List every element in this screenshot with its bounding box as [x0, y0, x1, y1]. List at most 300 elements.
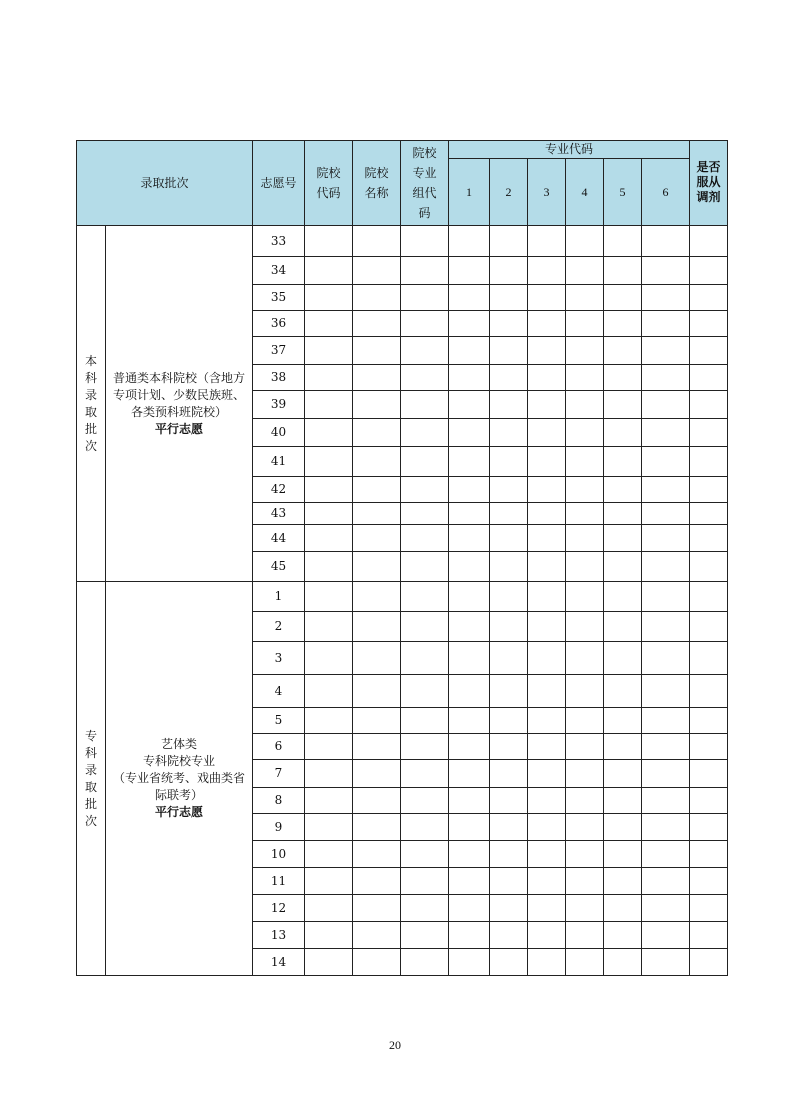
major-2-cell[interactable] — [490, 895, 528, 922]
major-6-cell[interactable] — [642, 841, 690, 868]
major-1-cell[interactable] — [449, 257, 490, 285]
group-code-cell[interactable] — [401, 311, 449, 337]
obey-adjust-cell[interactable] — [690, 760, 728, 788]
major-6-cell[interactable] — [642, 552, 690, 582]
major-6-cell[interactable] — [642, 760, 690, 788]
major-3-cell[interactable] — [528, 582, 566, 612]
major-4-cell[interactable] — [566, 895, 604, 922]
obey-adjust-cell[interactable] — [690, 841, 728, 868]
group-code-cell[interactable] — [401, 419, 449, 447]
school-code-cell[interactable] — [305, 257, 353, 285]
major-4-cell[interactable] — [566, 949, 604, 976]
major-3-cell[interactable] — [528, 868, 566, 895]
school-code-cell[interactable] — [305, 285, 353, 311]
group-code-cell[interactable] — [401, 226, 449, 257]
major-2-cell[interactable] — [490, 675, 528, 708]
school-code-cell[interactable] — [305, 868, 353, 895]
major-4-cell[interactable] — [566, 612, 604, 642]
major-2-cell[interactable] — [490, 391, 528, 419]
wish-number: 12 — [253, 895, 305, 922]
group-code-cell[interactable] — [401, 642, 449, 675]
major-5-cell[interactable] — [604, 365, 642, 391]
vocational-desc-parallel: 平行志愿 — [154, 805, 203, 819]
group-code-cell[interactable] — [401, 552, 449, 582]
major-5-cell[interactable] — [604, 642, 642, 675]
major-1-cell[interactable] — [449, 391, 490, 419]
major-3-cell[interactable] — [528, 675, 566, 708]
major-3-cell[interactable] — [528, 708, 566, 734]
major-5-cell[interactable] — [604, 895, 642, 922]
major-6-cell[interactable] — [642, 734, 690, 760]
wish-number: 45 — [253, 552, 305, 582]
group-code-cell[interactable] — [401, 391, 449, 419]
major-4-cell[interactable] — [566, 841, 604, 868]
major-3-cell[interactable] — [528, 734, 566, 760]
school-name-cell[interactable] — [353, 841, 401, 868]
major-3-cell[interactable] — [528, 612, 566, 642]
major-2-cell[interactable] — [490, 311, 528, 337]
school-name-cell[interactable] — [353, 760, 401, 788]
major-4-cell[interactable] — [566, 708, 604, 734]
school-name-cell[interactable] — [353, 365, 401, 391]
wish-number: 40 — [253, 419, 305, 447]
major-4-cell[interactable] — [566, 477, 604, 503]
major-6-cell[interactable] — [642, 895, 690, 922]
major-2-cell[interactable] — [490, 734, 528, 760]
major-1-cell[interactable] — [449, 760, 490, 788]
school-code-cell[interactable] — [305, 814, 353, 841]
major-1-cell[interactable] — [449, 419, 490, 447]
major-2-cell[interactable] — [490, 365, 528, 391]
major-6-cell[interactable] — [642, 257, 690, 285]
major-6-cell[interactable] — [642, 642, 690, 675]
major-4-cell[interactable] — [566, 391, 604, 419]
school-name-cell[interactable] — [353, 642, 401, 675]
major-5-cell[interactable] — [604, 582, 642, 612]
major-3-cell[interactable] — [528, 257, 566, 285]
group-code-cell[interactable] — [401, 895, 449, 922]
major-1-cell[interactable] — [449, 612, 490, 642]
school-name-cell[interactable] — [353, 257, 401, 285]
major-1-cell[interactable] — [449, 285, 490, 311]
obey-adjust-cell[interactable] — [690, 788, 728, 814]
major-col-3: 3 — [528, 159, 566, 226]
major-4-cell[interactable] — [566, 525, 604, 552]
school-name-cell[interactable] — [353, 552, 401, 582]
header-wish-no: 志愿号 — [253, 141, 305, 226]
wish-number: 34 — [253, 257, 305, 285]
major-1-cell[interactable] — [449, 503, 490, 525]
major-2-cell[interactable] — [490, 922, 528, 949]
school-code-cell[interactable] — [305, 895, 353, 922]
group-code-cell[interactable] — [401, 285, 449, 311]
undergraduate-desc-text: 普通类本科院校（含地方专项计划、少数民族班、各类预科班院校） — [112, 370, 245, 419]
major-3-cell[interactable] — [528, 642, 566, 675]
school-code-cell[interactable] — [305, 311, 353, 337]
school-code-cell[interactable] — [305, 922, 353, 949]
major-5-cell[interactable] — [604, 337, 642, 365]
major-6-cell[interactable] — [642, 675, 690, 708]
group-code-cell[interactable] — [401, 447, 449, 477]
major-2-cell[interactable] — [490, 612, 528, 642]
wish-number: 43 — [253, 503, 305, 525]
obey-adjust-cell[interactable] — [690, 337, 728, 365]
school-code-cell[interactable] — [305, 525, 353, 552]
group-code-cell[interactable] — [401, 582, 449, 612]
major-3-cell[interactable] — [528, 525, 566, 552]
obey-adjust-cell[interactable] — [690, 895, 728, 922]
major-2-cell[interactable] — [490, 949, 528, 976]
wish-number: 2 — [253, 612, 305, 642]
group-code-cell[interactable] — [401, 788, 449, 814]
major-5-cell[interactable] — [604, 612, 642, 642]
major-6-cell[interactable] — [642, 365, 690, 391]
major-4-cell[interactable] — [566, 675, 604, 708]
major-1-cell[interactable] — [449, 365, 490, 391]
major-4-cell[interactable] — [566, 582, 604, 612]
major-5-cell[interactable] — [604, 285, 642, 311]
major-5-cell[interactable] — [604, 257, 642, 285]
school-code-cell[interactable] — [305, 226, 353, 257]
major-5-cell[interactable] — [604, 788, 642, 814]
obey-adjust-cell[interactable] — [690, 949, 728, 976]
group-code-cell[interactable] — [401, 365, 449, 391]
major-6-cell[interactable] — [642, 447, 690, 477]
major-3-cell[interactable] — [528, 365, 566, 391]
major-5-cell[interactable] — [604, 311, 642, 337]
major-1-cell[interactable] — [449, 525, 490, 552]
obey-adjust-cell[interactable] — [690, 525, 728, 552]
wish-number: 41 — [253, 447, 305, 477]
major-2-cell[interactable] — [490, 477, 528, 503]
batch-vocational: 专科录取批次 — [77, 582, 106, 976]
major-6-cell[interactable] — [642, 337, 690, 365]
major-2-cell[interactable] — [490, 337, 528, 365]
major-6-cell[interactable] — [642, 788, 690, 814]
major-4-cell[interactable] — [566, 311, 604, 337]
obey-adjust-cell[interactable] — [690, 552, 728, 582]
major-5-cell[interactable] — [604, 814, 642, 841]
undergraduate-description — [106, 226, 253, 582]
obey-adjust-cell[interactable] — [690, 365, 728, 391]
school-code-cell[interactable] — [305, 503, 353, 525]
major-4-cell[interactable] — [566, 760, 604, 788]
major-4-cell[interactable] — [566, 642, 604, 675]
major-4-cell[interactable] — [566, 447, 604, 477]
major-6-cell[interactable] — [642, 311, 690, 337]
school-code-cell[interactable] — [305, 788, 353, 814]
obey-adjust-cell[interactable] — [690, 391, 728, 419]
major-2-cell[interactable] — [490, 868, 528, 895]
school-code-cell[interactable] — [305, 391, 353, 419]
major-6-cell[interactable] — [642, 419, 690, 447]
major-3-cell[interactable] — [528, 226, 566, 257]
major-3-cell[interactable] — [528, 841, 566, 868]
major-2-cell[interactable] — [490, 642, 528, 675]
school-name-cell[interactable] — [353, 419, 401, 447]
group-code-cell[interactable] — [401, 760, 449, 788]
major-4-cell[interactable] — [566, 814, 604, 841]
major-6-cell[interactable] — [642, 503, 690, 525]
header-school-name: 院校名称 — [353, 141, 401, 226]
major-4-cell[interactable] — [566, 285, 604, 311]
major-4-cell[interactable] — [566, 922, 604, 949]
school-code-cell[interactable] — [305, 841, 353, 868]
major-3-cell[interactable] — [528, 419, 566, 447]
major-5-cell[interactable] — [604, 708, 642, 734]
major-col-4: 4 — [566, 159, 604, 226]
school-name-cell[interactable] — [353, 949, 401, 976]
major-1-cell[interactable] — [449, 675, 490, 708]
school-name-cell[interactable] — [353, 226, 401, 257]
major-2-cell[interactable] — [490, 525, 528, 552]
major-2-cell[interactable] — [490, 447, 528, 477]
major-5-cell[interactable] — [604, 477, 642, 503]
school-code-cell[interactable] — [305, 477, 353, 503]
major-5-cell[interactable] — [604, 226, 642, 257]
major-1-cell[interactable] — [449, 788, 490, 814]
major-2-cell[interactable] — [490, 285, 528, 311]
major-4-cell[interactable] — [566, 337, 604, 365]
school-name-cell[interactable] — [353, 814, 401, 841]
school-name-cell[interactable] — [353, 477, 401, 503]
header-group-code: 院校专业组代码 — [401, 141, 449, 226]
major-2-cell[interactable] — [490, 503, 528, 525]
group-code-cell[interactable] — [401, 612, 449, 642]
school-name-cell[interactable] — [353, 503, 401, 525]
major-6-cell[interactable] — [642, 477, 690, 503]
obey-adjust-cell[interactable] — [690, 734, 728, 760]
major-5-cell[interactable] — [604, 868, 642, 895]
major-6-cell[interactable] — [642, 708, 690, 734]
school-code-cell[interactable] — [305, 447, 353, 477]
major-5-cell[interactable] — [604, 949, 642, 976]
major-5-cell[interactable] — [604, 525, 642, 552]
group-code-cell[interactable] — [401, 257, 449, 285]
obey-adjust-cell[interactable] — [690, 675, 728, 708]
major-1-cell[interactable] — [449, 477, 490, 503]
obey-adjust-cell[interactable] — [690, 708, 728, 734]
major-5-cell[interactable] — [604, 841, 642, 868]
major-1-cell[interactable] — [449, 734, 490, 760]
major-3-cell[interactable] — [528, 922, 566, 949]
obey-adjust-cell[interactable] — [690, 642, 728, 675]
school-code-cell[interactable] — [305, 552, 353, 582]
major-1-cell[interactable] — [449, 922, 490, 949]
major-6-cell[interactable] — [642, 868, 690, 895]
school-name-cell[interactable] — [353, 868, 401, 895]
group-code-cell[interactable] — [401, 708, 449, 734]
obey-adjust-cell[interactable] — [690, 612, 728, 642]
major-6-cell[interactable] — [642, 226, 690, 257]
group-code-cell[interactable] — [401, 503, 449, 525]
wish-number: 42 — [253, 477, 305, 503]
obey-adjust-cell[interactable] — [690, 477, 728, 503]
major-3-cell[interactable] — [528, 391, 566, 419]
school-code-cell[interactable] — [305, 642, 353, 675]
major-1-cell[interactable] — [449, 895, 490, 922]
obey-adjust-cell[interactable] — [690, 285, 728, 311]
major-5-cell[interactable] — [604, 734, 642, 760]
obey-adjust-cell[interactable] — [690, 922, 728, 949]
obey-adjust-cell[interactable] — [690, 814, 728, 841]
major-3-cell[interactable] — [528, 552, 566, 582]
major-5-cell[interactable] — [604, 419, 642, 447]
major-3-cell[interactable] — [528, 447, 566, 477]
school-name-cell[interactable] — [353, 895, 401, 922]
school-code-cell[interactable] — [305, 949, 353, 976]
school-name-cell[interactable] — [353, 675, 401, 708]
major-2-cell[interactable] — [490, 257, 528, 285]
group-code-cell[interactable] — [401, 734, 449, 760]
major-5-cell[interactable] — [604, 552, 642, 582]
obey-adjust-cell[interactable] — [690, 226, 728, 257]
major-4-cell[interactable] — [566, 257, 604, 285]
major-4-cell[interactable] — [566, 503, 604, 525]
major-3-cell[interactable] — [528, 503, 566, 525]
major-4-cell[interactable] — [566, 734, 604, 760]
major-3-cell[interactable] — [528, 311, 566, 337]
wish-number: 8 — [253, 788, 305, 814]
major-1-cell[interactable] — [449, 814, 490, 841]
school-name-cell[interactable] — [353, 337, 401, 365]
school-code-cell[interactable] — [305, 365, 353, 391]
major-6-cell[interactable] — [642, 949, 690, 976]
major-3-cell[interactable] — [528, 337, 566, 365]
wish-number: 7 — [253, 760, 305, 788]
major-5-cell[interactable] — [604, 675, 642, 708]
vocational-desc-line: 专科院校专业 — [142, 754, 215, 768]
major-6-cell[interactable] — [642, 582, 690, 612]
school-code-cell[interactable] — [305, 760, 353, 788]
vocational-desc-line: （专业省统考、戏曲类省际联考） — [112, 771, 245, 802]
wish-number: 6 — [253, 734, 305, 760]
school-name-cell[interactable] — [353, 788, 401, 814]
major-1-cell[interactable] — [449, 337, 490, 365]
major-1-cell[interactable] — [449, 582, 490, 612]
major-1-cell[interactable] — [449, 841, 490, 868]
major-1-cell[interactable] — [449, 868, 490, 895]
major-3-cell[interactable] — [528, 760, 566, 788]
group-code-cell[interactable] — [401, 477, 449, 503]
wish-number: 36 — [253, 311, 305, 337]
major-1-cell[interactable] — [449, 447, 490, 477]
major-4-cell[interactable] — [566, 365, 604, 391]
major-3-cell[interactable] — [528, 814, 566, 841]
major-5-cell[interactable] — [604, 760, 642, 788]
wish-number: 3 — [253, 642, 305, 675]
major-3-cell[interactable] — [528, 477, 566, 503]
school-code-cell[interactable] — [305, 734, 353, 760]
group-code-cell[interactable] — [401, 337, 449, 365]
vocational-desc-line: 艺体类 — [160, 737, 197, 751]
header-school-code: 院校代码 — [305, 141, 353, 226]
major-6-cell[interactable] — [642, 814, 690, 841]
major-3-cell[interactable] — [528, 285, 566, 311]
school-name-cell[interactable] — [353, 922, 401, 949]
major-6-cell[interactable] — [642, 525, 690, 552]
major-2-cell[interactable] — [490, 760, 528, 788]
major-1-cell[interactable] — [449, 552, 490, 582]
major-2-cell[interactable] — [490, 552, 528, 582]
wish-number: 9 — [253, 814, 305, 841]
school-code-cell[interactable] — [305, 708, 353, 734]
group-code-cell[interactable] — [401, 868, 449, 895]
school-code-cell[interactable] — [305, 419, 353, 447]
wish-number: 39 — [253, 391, 305, 419]
school-code-cell[interactable] — [305, 337, 353, 365]
group-code-cell[interactable] — [401, 525, 449, 552]
school-code-cell[interactable] — [305, 612, 353, 642]
school-name-cell[interactable] — [353, 285, 401, 311]
obey-adjust-cell[interactable] — [690, 503, 728, 525]
major-5-cell[interactable] — [604, 922, 642, 949]
major-6-cell[interactable] — [642, 612, 690, 642]
major-2-cell[interactable] — [490, 788, 528, 814]
major-6-cell[interactable] — [642, 922, 690, 949]
major-2-cell[interactable] — [490, 708, 528, 734]
school-code-cell[interactable] — [305, 675, 353, 708]
major-5-cell[interactable] — [604, 391, 642, 419]
major-4-cell[interactable] — [566, 552, 604, 582]
major-2-cell[interactable] — [490, 419, 528, 447]
major-1-cell[interactable] — [449, 226, 490, 257]
school-code-cell[interactable] — [305, 582, 353, 612]
major-4-cell[interactable] — [566, 788, 604, 814]
school-name-cell[interactable] — [353, 734, 401, 760]
major-4-cell[interactable] — [566, 226, 604, 257]
group-code-cell[interactable] — [401, 675, 449, 708]
major-2-cell[interactable] — [490, 814, 528, 841]
major-4-cell[interactable] — [566, 419, 604, 447]
major-3-cell[interactable] — [528, 895, 566, 922]
school-name-cell[interactable] — [353, 447, 401, 477]
major-2-cell[interactable] — [490, 841, 528, 868]
major-5-cell[interactable] — [604, 447, 642, 477]
obey-adjust-cell[interactable] — [690, 582, 728, 612]
major-2-cell[interactable] — [490, 582, 528, 612]
obey-adjust-cell[interactable] — [690, 447, 728, 477]
obey-adjust-cell[interactable] — [690, 868, 728, 895]
school-name-cell[interactable] — [353, 708, 401, 734]
major-6-cell[interactable] — [642, 285, 690, 311]
major-4-cell[interactable] — [566, 868, 604, 895]
school-name-cell[interactable] — [353, 582, 401, 612]
major-1-cell[interactable] — [449, 708, 490, 734]
school-name-cell[interactable] — [353, 311, 401, 337]
group-code-cell[interactable] — [401, 841, 449, 868]
school-name-cell[interactable] — [353, 391, 401, 419]
group-code-cell[interactable] — [401, 922, 449, 949]
major-6-cell[interactable] — [642, 391, 690, 419]
undergraduate-desc-parallel: 平行志愿 — [154, 421, 203, 436]
obey-adjust-cell[interactable] — [690, 257, 728, 285]
major-1-cell[interactable] — [449, 311, 490, 337]
major-3-cell[interactable] — [528, 949, 566, 976]
school-name-cell[interactable] — [353, 612, 401, 642]
obey-adjust-cell[interactable] — [690, 419, 728, 447]
wish-number: 14 — [253, 949, 305, 976]
major-5-cell[interactable] — [604, 503, 642, 525]
major-1-cell[interactable] — [449, 642, 490, 675]
obey-adjust-cell[interactable] — [690, 311, 728, 337]
major-3-cell[interactable] — [528, 788, 566, 814]
school-name-cell[interactable] — [353, 525, 401, 552]
group-code-cell[interactable] — [401, 949, 449, 976]
major-2-cell[interactable] — [490, 226, 528, 257]
major-1-cell[interactable] — [449, 949, 490, 976]
group-code-cell[interactable] — [401, 814, 449, 841]
